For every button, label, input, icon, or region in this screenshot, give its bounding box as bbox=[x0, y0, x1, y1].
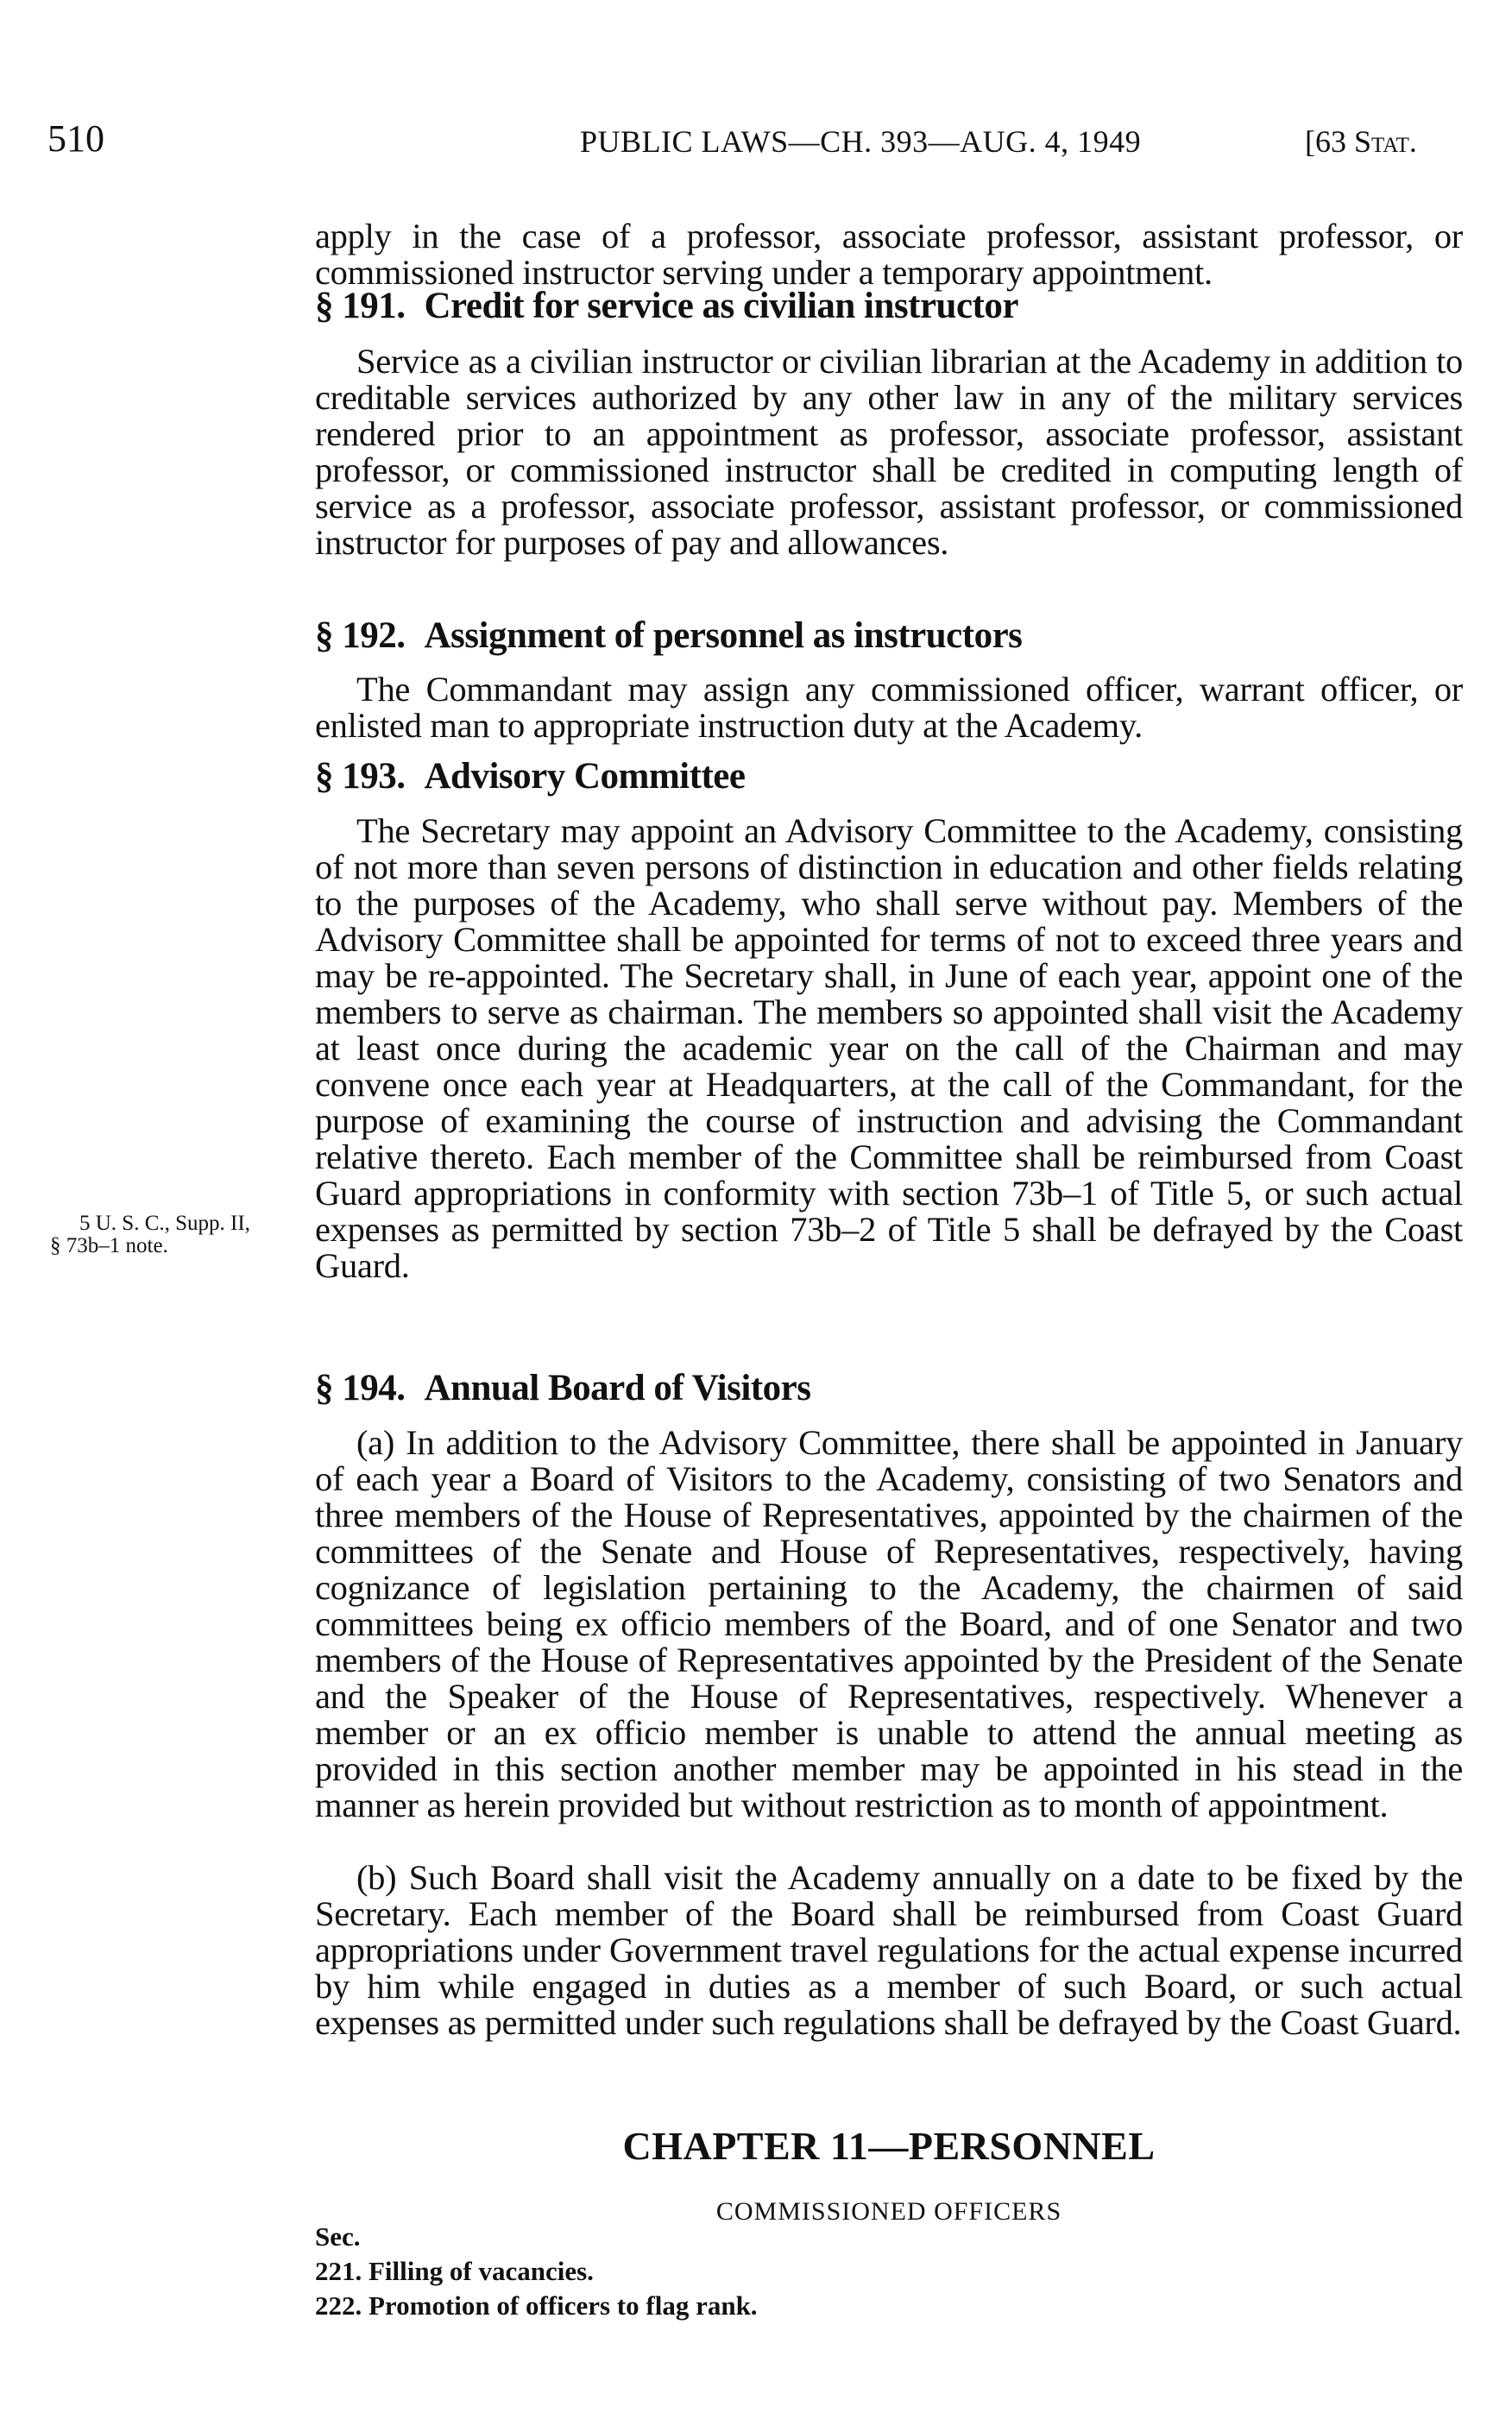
section-194-paragraph-b: (b) Such Board shall visit the Academy annually on a date to be fixed by the Secretary. Each member of the Board shall be reimbursed from Coast Guard appropriations under Government travel regulations for the actual expense incurred by him while engaged in duties as a member of such Board, or such actual expenses as permitted under such regulations shall be defrayed by the Coast Guard. bbox=[315, 1858, 1463, 2042]
section-title: Credit for service as civilian instructor bbox=[424, 286, 1018, 326]
section-title: Advisory Committee bbox=[424, 756, 746, 797]
toc-label: Sec. bbox=[315, 2221, 361, 2252]
section-194-heading bbox=[315, 1367, 1463, 1410]
toc-item: 221. Filling of vacancies. bbox=[315, 2256, 594, 2286]
section-number: § 193. bbox=[315, 756, 406, 797]
continuation-paragraph: apply in the case of a professor, associate professor, assistant professor, or commissioned instructor serving under a temporary appointment. bbox=[315, 217, 1463, 292]
margin-note-line-1: 5 U. S. C., Supp. II, bbox=[79, 1212, 250, 1235]
section-title: Annual Board of Visitors bbox=[424, 1368, 811, 1408]
section-191-paragraph: Service as a civilian instructor or civilian librarian at the Academy in addition to creditable services authorized by any other law in any of the military services rendered prior to an appointment as professor, associate professor, assistant professor, or commissioned instructor shall be credited in computing length of service as a professor, associate professor, assistant professor, or commissioned instructor for purposes of pay and allowances. bbox=[315, 342, 1463, 562]
section-number: § 194. bbox=[315, 1368, 406, 1408]
margin-citation-note bbox=[50, 1213, 300, 1257]
page-number: 510 bbox=[47, 117, 104, 160]
stat-bracket: [63 bbox=[1305, 124, 1354, 159]
section-title: Assignment of personnel as instructors bbox=[424, 615, 1023, 656]
chapter-section-list bbox=[315, 2220, 758, 2323]
chapter-title: CHAPTER 11—PERSONNEL bbox=[622, 2124, 1156, 2168]
margin-note-line-2: § 73b–1 note. bbox=[50, 1234, 168, 1257]
section-191-heading bbox=[315, 285, 1463, 328]
section-193-heading bbox=[315, 755, 1463, 798]
stat-label: Stat. bbox=[1354, 124, 1417, 159]
section-194-paragraph-a: (a) In addition to the Advisory Committee, there shall be appointed in January of each year a Board of Visitors to the Academy, consisting of two Senators and three members of the House of Representatives, appointed by the chairmen of the committees of the Senate and House of Representatives, respectively, having cognizance of legislation pertaining to the Academy, the chairmen of said committees being ex officio members of the Board, and of one Senator and two members of the House of Representatives appointed by the President of the Senate and the Speaker of the House of Representatives, respectively. Whenever a member or an ex officio member is unable to attend the annual meeting as provided in this section another member may be appointed in his stead in the manner as herein provided but without restriction as to month of appointment. bbox=[315, 1423, 1463, 1824]
running-head: PUBLIC LAWS—CH. 393—AUG. 4, 1949 bbox=[580, 124, 1142, 159]
section-192-heading bbox=[315, 614, 1463, 658]
section-192-paragraph: The Commandant may assign any commissioned officer, warrant officer, or enlisted man to appropriate instruction duty at the Academy. bbox=[315, 670, 1463, 745]
toc-item: 222. Promotion of officers to flag rank. bbox=[315, 2290, 758, 2321]
section-number: § 192. bbox=[315, 615, 406, 656]
section-193-paragraph: The Secretary may appoint an Advisory Committee to the Academy, consisting of not more than seven persons of distinction in education and other fields relating to the purposes of the Academy, who shall serve without pay. Members of the Advisory Committee shall be appointed for terms of not to exceed three years and may be re-appointed. The Secretary shall, in June of each year, appoint one of the members to serve as chairman. The members so appointed shall visit the Academy at least once during the academic year on the call of the Chairman and may convene once each year at Headquarters, at the call of the Commandant, for the purpose of examining the course of instruction and advising the Commandant relative thereto. Each member of the Committee shall be reimbursed from Coast Guard appropriations in conformity with section 73b–1 of Title 5, or such actual expenses as permitted by section 73b–2 of Title 5 shall be defrayed by the Coast Guard. bbox=[315, 811, 1463, 1285]
statutes-reference bbox=[1305, 123, 1417, 161]
chapter-subtitle: COMMISSIONED OFFICERS bbox=[715, 2197, 1062, 2226]
section-number: § 191. bbox=[315, 286, 406, 326]
